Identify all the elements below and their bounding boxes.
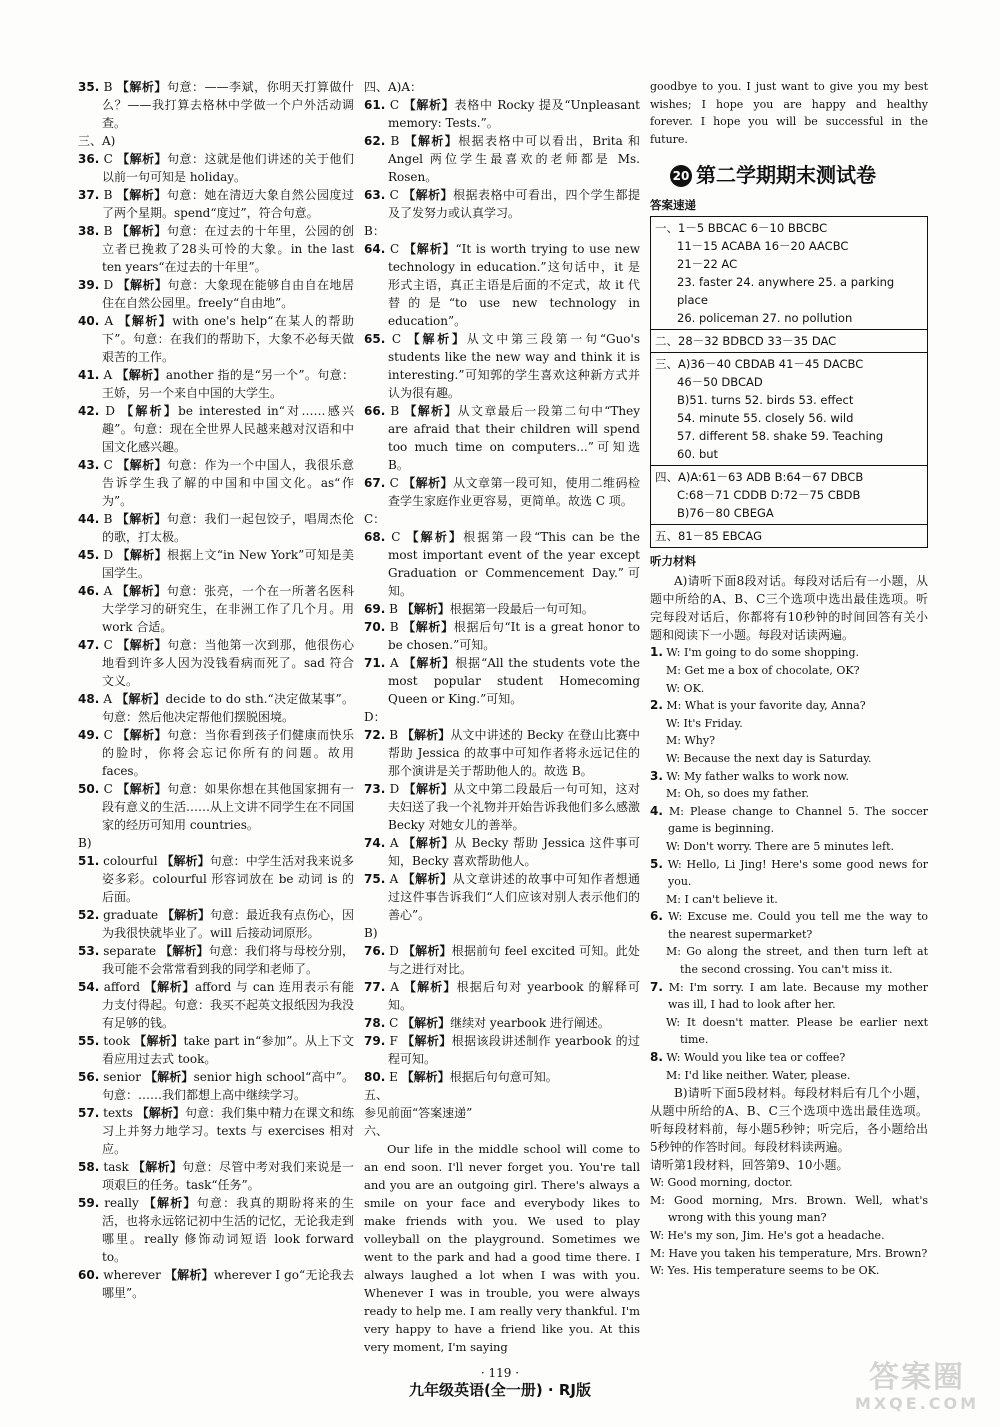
answer-item bbox=[78, 276, 354, 312]
answer-item bbox=[364, 618, 640, 654]
section-heading: B) bbox=[364, 926, 378, 940]
item-text: B 【解析】句意：——李斌，你明天打算做什么？——我打算去格林中学做一个户外活动调查。 bbox=[102, 80, 354, 130]
item-text: C 【解析】句意：当他第一次到那，他很伤心地看到许多人因为没钱看病而死了。sad 符合文义。 bbox=[102, 638, 354, 688]
list-1 bbox=[78, 78, 354, 132]
item-text: A 【解析】decide to do sth.“决定做某事”。句意：然后他决定帮他们摆脱困境。 bbox=[102, 692, 354, 724]
item-text: B 【解析】句意：在过去的十年里，公园的创立者已挽救了28头可怜的大象。in the last ten years“在过去的十年里”。 bbox=[102, 224, 354, 274]
answer-item bbox=[364, 330, 640, 402]
answer-item bbox=[364, 96, 640, 132]
dialogue-line bbox=[650, 979, 928, 1014]
dialogue-text: W: I'm going to do some shopping. bbox=[666, 646, 860, 660]
answer-line: 57. different 58. shake 59. Teaching bbox=[677, 429, 884, 444]
answer-item bbox=[364, 1014, 640, 1032]
item-text: B 【解析】从文章最后一段第二句中“They are afraid that their children will spend too much time on computers...”可知选 B。 bbox=[388, 404, 640, 472]
answer-item bbox=[78, 1104, 354, 1158]
answer-item bbox=[78, 1266, 354, 1302]
answer-line: 23. faster 24. anywhere 25. a parking place bbox=[677, 275, 895, 308]
item-number: 57. bbox=[78, 1106, 100, 1120]
answer-item bbox=[78, 636, 354, 690]
answer-item bbox=[364, 1068, 640, 1086]
item-number: 40. bbox=[78, 314, 100, 328]
item-number: 59. bbox=[78, 1196, 100, 1210]
item-number: 76. bbox=[364, 944, 386, 958]
test-title bbox=[670, 162, 928, 188]
answer-item bbox=[364, 600, 640, 618]
answer-item bbox=[78, 852, 354, 906]
section-text: 参见前面“答案速递” bbox=[364, 1106, 473, 1120]
answer-line: 21－22 AC bbox=[677, 257, 738, 272]
watermark-logo bbox=[842, 1361, 992, 1421]
answer-line: 26. policeman 27. no pollution bbox=[677, 311, 853, 326]
list-e bbox=[364, 942, 640, 1086]
section-heading: 四、A)A： bbox=[364, 80, 423, 94]
item-text: D 【解析】根据前句 feel excited 可知。此处与之进行对比。 bbox=[388, 944, 640, 976]
dialogue-number: 5. bbox=[650, 856, 663, 871]
item-number: 66. bbox=[364, 404, 386, 418]
list-a bbox=[364, 96, 640, 222]
item-number: 56. bbox=[78, 1070, 100, 1084]
item-number: 62. bbox=[364, 134, 386, 148]
dialogue-number: 2. bbox=[650, 698, 663, 713]
answer-item bbox=[78, 780, 354, 834]
answer-box bbox=[650, 216, 928, 548]
item-number: 60. bbox=[78, 1268, 100, 1282]
list-b bbox=[364, 240, 640, 510]
answer-line: 二、28－32 BDBCD 33－35 DAC bbox=[655, 334, 837, 349]
item-text: wherever 【解析】wherever I go“无论我去哪里”。 bbox=[102, 1268, 354, 1300]
item-text: texts 【解析】句意：我们集中精力在课文和练习上并努力地学习。texts 与 exercises 相对应。 bbox=[102, 1106, 354, 1156]
listening-intro-a: A)请听下面8段对话。每段对话后有一小题，从题中所给的A、B、C三个选项中选出最佳选项。听完每段对话后，你都将有10秒钟的时间回答有关小题和阅读下一小题。每段对话读两遍。 bbox=[650, 574, 928, 643]
answer-item bbox=[364, 870, 640, 924]
item-text: task 【解析】句意：尽管中考对我们来说是一项艰巨的任务。task“任务”。 bbox=[102, 1160, 354, 1192]
item-text: E 【解析】根据后句句意可知。 bbox=[389, 1070, 558, 1084]
answer-item bbox=[78, 186, 354, 222]
answer-item bbox=[78, 690, 354, 726]
dialogue-number: 3. bbox=[650, 768, 663, 783]
item-text: C 【解析】根据表格中可看出，四个学生都提及了发努力或认真学习。 bbox=[388, 188, 640, 220]
dialogues bbox=[650, 644, 928, 1084]
item-text: A 【解析】with one's help“在某人的帮助下”。句意：在我们的帮助下，大象不必每天做艰苦的工作。 bbox=[102, 314, 354, 364]
dialogue-line: M: Good morning, Mrs. Brown. Well, what's wrong with this young man? bbox=[650, 1193, 928, 1225]
answers-label: 答案速递 bbox=[650, 198, 696, 213]
answer-item bbox=[78, 726, 354, 780]
dialogue-number: 4. bbox=[650, 803, 663, 818]
essay-continued: goodbye to you. I just want to give you my best wishes; I hope you are happy and healthy forever. I hope you will be successful in the future. bbox=[650, 80, 928, 146]
dialogue-line bbox=[650, 644, 928, 662]
item-text: really 【解析】句意：我真的期盼将来的生活，也将永远铭记初中生活的记忆，无论我走到哪里。really 修饰动词短语 look forward to。 bbox=[102, 1196, 355, 1264]
dialogue-text: W: It's Friday. bbox=[666, 716, 743, 730]
section-heading: B) bbox=[78, 836, 92, 850]
answer-line: 五、81－85 EBCAG bbox=[655, 529, 762, 544]
item-number: 35. bbox=[78, 80, 100, 94]
item-number: 50. bbox=[78, 782, 100, 796]
item-number: 37. bbox=[78, 188, 100, 202]
dialogue-line bbox=[650, 680, 928, 698]
column-left bbox=[78, 78, 354, 1302]
list-d bbox=[364, 726, 640, 924]
answer-item bbox=[78, 1194, 354, 1266]
item-number: 36. bbox=[78, 152, 100, 166]
item-text: senior 【解析】senior high school“高中”。句意：……我们都想上高中继续学习。 bbox=[102, 1070, 354, 1102]
answer-row bbox=[651, 217, 927, 330]
book-title: 九年级英语(全一册) · RJ版 bbox=[409, 1381, 591, 1399]
item-number: 67. bbox=[364, 476, 386, 490]
item-number: 49. bbox=[78, 728, 100, 742]
dialogue-line bbox=[650, 943, 928, 978]
item-number: 61. bbox=[364, 98, 386, 112]
dialogue-line bbox=[650, 697, 928, 715]
answer-line: 11－15 ACABA 16－20 AACBC bbox=[677, 239, 849, 254]
answer-item bbox=[78, 546, 354, 582]
dialogue-text: W: Because the next day is Saturday. bbox=[666, 751, 872, 765]
item-number: 74. bbox=[364, 836, 386, 850]
item-text: C 【解析】句意：这就是他们讲述的关于他们以前一句可知是 holiday。 bbox=[102, 152, 354, 184]
section-heading: 五、 bbox=[364, 1088, 389, 1102]
dialogue-text: W: Excuse me. Could you tell me the way to the nearest supermarket? bbox=[668, 910, 928, 941]
list-2 bbox=[78, 150, 354, 834]
answer-line: 46－50 DBCAD bbox=[677, 375, 763, 390]
dialogue-line bbox=[650, 715, 928, 733]
answer-item bbox=[364, 240, 640, 330]
answer-item bbox=[364, 654, 640, 708]
item-text: F 【解析】根据该段讲述制作 yearbook 的过程可知。 bbox=[388, 1034, 640, 1066]
item-number: 47. bbox=[78, 638, 100, 652]
answer-line: 60. but bbox=[677, 447, 719, 462]
answer-item bbox=[364, 726, 640, 780]
item-number: 70. bbox=[364, 620, 386, 634]
dialogue-line bbox=[650, 838, 928, 856]
dialogue-text: M: Oh, so does my father. bbox=[666, 787, 809, 801]
answer-line: B)76－80 CBEGA bbox=[677, 506, 774, 521]
page-number: · 119 · bbox=[480, 1366, 520, 1380]
item-number: 46. bbox=[78, 584, 100, 598]
dialogue-text: M: I can't believe it. bbox=[666, 892, 778, 906]
answer-item bbox=[364, 402, 640, 474]
item-number: 65. bbox=[364, 332, 386, 346]
watermark-text: 答案圈 bbox=[869, 1360, 965, 1395]
dialogue-text: M: Why? bbox=[666, 734, 715, 748]
dialogue-line bbox=[650, 908, 928, 943]
item-number: 71. bbox=[364, 656, 386, 670]
item-text: A 【解析】根据后句对 yearbook 的解释可知。 bbox=[388, 980, 640, 1012]
item-number: 69. bbox=[364, 602, 386, 616]
answer-item bbox=[78, 582, 354, 636]
item-text: C 【解析】从文中第三段第一句“Guo's students like the new way and think it is interesting.”可知郭的学生喜欢这种新方式并认为很有趣。 bbox=[388, 332, 640, 400]
item-number: 45. bbox=[78, 548, 100, 562]
answer-item bbox=[364, 528, 640, 600]
essay-text: Our life in the middle school will come to an end soon. I'll never forget you. You're tall and you are an outgoing girl. There's always a smile on your face and everybody likes to make friends with you. We used to play volleyball on the playground. Sometimes we went to the park and had a good time there. I always laughed a lot when I was with you. Whenever I was in trouble, you were always ready to help me. I am really very thankful. I'm very happy to have a friend like you. At this very moment, I'm saying bbox=[364, 1142, 640, 1354]
section-heading: 三、A) bbox=[78, 134, 116, 148]
item-number: 39. bbox=[78, 278, 100, 292]
column-middle bbox=[364, 78, 640, 1356]
item-text: graduate 【解析】句意：最近我有点伤心，因为我很快就毕业了。will 后接动词原形。 bbox=[102, 908, 354, 940]
item-number: 38. bbox=[78, 224, 100, 238]
item-text: C 【解析】从文章第一段可知，使用二维码检查学生家庭作业更容易，更简单。故选 C 项。 bbox=[388, 476, 640, 508]
dialogue-text: W: Hello, Li Jing! Here's some good news for you. bbox=[667, 857, 928, 889]
answer-item bbox=[78, 510, 354, 546]
item-text: D 【解析】根据上文“in New York”可知是美国学生。 bbox=[102, 548, 354, 580]
dialogue-line bbox=[650, 1049, 928, 1067]
dialogue-text: W: Would you like tea or coffee? bbox=[666, 1051, 846, 1065]
dialogue-line: M: Have you taken his temperature, Mrs. Brown? bbox=[650, 1246, 928, 1260]
dialogue-line bbox=[650, 750, 928, 768]
item-number: 75. bbox=[364, 872, 386, 886]
item-text: B 【解析】根据后句“It is a great honor to be chosen.”可知。 bbox=[388, 620, 640, 652]
item-text: D 【解析】be interested in“对……感兴趣”。句意：现在全世界人民越来越对汉语和中国文化感兴趣。 bbox=[102, 404, 354, 454]
item-text: B 【解析】句意：我们一起包饺子，唱周杰伦的歌，打太极。 bbox=[102, 512, 354, 544]
answer-line: 一、1－5 BBCAC 6－10 BBCBC bbox=[655, 221, 828, 236]
dialogue-line bbox=[650, 803, 928, 838]
item-text: C 【解析】继续对 yearbook 进行阐述。 bbox=[389, 1016, 610, 1030]
item-text: A 【解析】根据“All the students vote the most popular student Homecoming Queen or King.”可知。 bbox=[388, 656, 640, 706]
item-text: C 【解析】句意：如果你想在其他国家拥有一段有意义的生活……从上文讲不同学生在不同国家的经历可知用 countries。 bbox=[102, 782, 355, 832]
item-number: 54. bbox=[78, 980, 100, 994]
dialogue-line bbox=[650, 768, 928, 786]
dialogue-line bbox=[650, 1067, 928, 1085]
item-number: 58. bbox=[78, 1160, 100, 1174]
item-number: 52. bbox=[78, 908, 100, 922]
answer-line: 四、A)A:61－63 ADB B:64－67 DBCB bbox=[655, 470, 864, 485]
answer-item bbox=[78, 366, 354, 402]
item-text: A 【解析】another 指的是“另一个”。句意：王娇，另一个来自中国的大学生。 bbox=[102, 368, 354, 400]
answer-row bbox=[651, 466, 927, 525]
item-number: 68. bbox=[364, 530, 386, 544]
answer-item bbox=[78, 402, 354, 456]
number-badge: 20 bbox=[670, 165, 692, 187]
item-number: 80. bbox=[364, 1070, 386, 1084]
section-heading: 六、 bbox=[364, 1124, 389, 1138]
item-text: B 【解析】根据第一段最后一句可知。 bbox=[389, 602, 594, 616]
item-text: B 【解析】从文中讲述的 Becky 在登山比赛中帮助 Jessica 的故事中可知作者将永远记住的那个演讲是关于帮助他人的。故选 B。 bbox=[388, 728, 640, 778]
item-text: took 【解析】take part in“参加”。从上下文看应用过去式 took。 bbox=[102, 1034, 354, 1066]
dialogue-line bbox=[650, 856, 928, 891]
dialogue-text: M: What is your favorite day, Anna? bbox=[666, 699, 866, 713]
answer-item bbox=[78, 978, 354, 1032]
answer-item bbox=[78, 942, 354, 978]
answer-row bbox=[651, 525, 927, 547]
item-number: 41. bbox=[78, 368, 100, 382]
dialogue-number: 1. bbox=[650, 645, 663, 660]
dialogue-line bbox=[650, 785, 928, 803]
item-text: C 【解析】“It is worth trying to use new technology in education.”这句话中，it 是形式主语，真正主语是后面的不定式，故 it 代替的是“to use new technology in education”。 bbox=[388, 242, 640, 328]
item-text: B 【解析】根据表格中可以看出，Brita 和 Angel 两位学生最喜欢的老师都是 Ms. Rosen。 bbox=[388, 134, 640, 184]
item-text: D 【解析】句意：大象现在能够自由自在地居住在自然公园里。freely“自由地”。 bbox=[102, 278, 354, 310]
answer-item bbox=[78, 312, 354, 366]
answer-line: 三、A)36－40 CBDAB 41－45 DACBC bbox=[655, 357, 864, 372]
answer-item bbox=[364, 132, 640, 186]
answer-item bbox=[364, 942, 640, 978]
item-text: colourful 【解析】句意：中学生活对我来说多姿多彩。colourful 形容词放在 be 动词 is 的后面。 bbox=[102, 854, 354, 904]
item-number: 55. bbox=[78, 1034, 100, 1048]
item-number: 51. bbox=[78, 854, 100, 868]
item-text: C 【解析】表格中 Rocky 提及“Unpleasant memory: Tests.”。 bbox=[388, 98, 640, 130]
item-number: 42. bbox=[78, 404, 100, 418]
item-text: separate 【解析】句意：我们将与母校分别，我可能不会常常看到我的同学和老师了。 bbox=[102, 944, 354, 976]
item-number: 44. bbox=[78, 512, 100, 526]
list-c bbox=[364, 528, 640, 708]
item-number: 63. bbox=[364, 188, 386, 202]
answer-item bbox=[78, 906, 354, 942]
answer-item bbox=[78, 222, 354, 276]
item-text: A 【解析】从 Becky 帮助 Jessica 这件事可知，Becky 喜欢帮助他人。 bbox=[388, 836, 640, 868]
item-number: 72. bbox=[364, 728, 386, 742]
dialogue-line: W: Yes. His temperature seems to be OK. bbox=[650, 1264, 880, 1278]
item-number: 53. bbox=[78, 944, 100, 958]
dialogue-number: 8. bbox=[650, 1050, 663, 1065]
dialogue-number: 7. bbox=[650, 979, 663, 994]
item-number: 73. bbox=[364, 782, 386, 796]
item-text: C 【解析】句意：当你看到孩子们健康而快乐的脸时，你将会忘记你所有的问题。故用 faces。 bbox=[102, 728, 354, 778]
dialogue-line bbox=[650, 891, 928, 909]
item-number: 78. bbox=[364, 1016, 386, 1030]
item-text: D 【解析】从文中第二段最后一句可知，这对夫妇送了我一个礼物并开始告诉我他们多么感激 Becky 对她女儿的善举。 bbox=[388, 782, 641, 832]
item-number: 48. bbox=[78, 692, 100, 706]
answer-row bbox=[651, 353, 927, 466]
item-number: 79. bbox=[364, 1034, 386, 1048]
answer-item bbox=[78, 1068, 354, 1104]
listening-label: 听力材料 bbox=[650, 554, 696, 569]
answer-item bbox=[78, 78, 354, 132]
item-number: 77. bbox=[364, 980, 386, 994]
dialogue-text: W: OK. bbox=[666, 681, 705, 695]
item-text: A 【解析】从文章讲述的故事中可知作者想通过这件事告诉我们“人们应该对别人表示他们的善心”。 bbox=[388, 872, 640, 922]
item-text: A 【解析】句意：张亮，一个在一所著名医科大学学习的研究生，在非洲工作了几个月。用 work 合适。 bbox=[102, 584, 354, 634]
answer-item bbox=[364, 186, 640, 222]
dialogue-number: 6. bbox=[650, 909, 663, 924]
answer-line: B)51. turns 52. birds 53. effect bbox=[677, 393, 854, 408]
dialogue-text: M: Go along the street, and then turn left at the second crossing. You can't miss it. bbox=[666, 945, 928, 977]
listening-intro-b2: 请听第1段材料，回答第9、10小题。 bbox=[650, 1158, 849, 1173]
listening-intro-b: B)请听下面5段材料。每段材料后有几个小题，从题中所给的A、B、C三个选项中选出最佳选项。听每段材料前，每小题5秒钟；听完后，各小题给出5秒钟的作答时间。每段材料读两遍。 bbox=[650, 1086, 928, 1155]
item-text: C 【解析】根据第一段“This can be the most important event of the year except Graduation or Commencement Day.”可知。 bbox=[388, 530, 640, 598]
item-text: afford 【解析】afford 与 can 连用表示有能力支付得起。句意：我买不起英文报纸因为我没有足够的钱。 bbox=[102, 980, 355, 1030]
dialogue-text: M: I'd like neither. Water, please. bbox=[666, 1068, 851, 1082]
column-right bbox=[650, 78, 928, 1280]
test-title-text: 第二学期期末测试卷 bbox=[696, 163, 876, 188]
list-3 bbox=[78, 852, 354, 1302]
watermark-url: MXQE.COM bbox=[854, 1394, 980, 1413]
dialogue-text: M: Get me a box of chocolate, OK? bbox=[666, 663, 860, 677]
answer-item bbox=[78, 1032, 354, 1068]
answer-item bbox=[364, 1032, 640, 1068]
answer-item bbox=[364, 780, 640, 834]
answer-item bbox=[78, 1158, 354, 1194]
answer-item bbox=[364, 474, 640, 510]
answer-item bbox=[364, 834, 640, 870]
item-number: 43. bbox=[78, 458, 100, 472]
item-number: 64. bbox=[364, 242, 386, 256]
answer-row bbox=[651, 330, 927, 353]
answer-item bbox=[78, 456, 354, 510]
dialogue-line bbox=[650, 732, 928, 750]
answer-item bbox=[78, 150, 354, 186]
answer-line: C:68－71 CDDB D:72－75 CBDB bbox=[677, 488, 861, 503]
item-text: B 【解析】句意：她在清迈大象自然公园度过了两个星期。spend“度过”，符合句意。 bbox=[102, 188, 354, 220]
section-heading: B： bbox=[364, 224, 385, 238]
dialogue-b bbox=[650, 1174, 928, 1280]
dialogue-text: M: Please change to Channel 5. The soccer game is beginning. bbox=[668, 804, 929, 836]
dialogue-line bbox=[650, 662, 928, 680]
dialogue-line: W: He's my son, Jim. He's got a headache. bbox=[650, 1229, 885, 1242]
dialogue-line bbox=[650, 1014, 928, 1049]
dialogue-line: W: Good morning, doctor. bbox=[650, 1176, 793, 1190]
section-heading: D： bbox=[364, 710, 386, 724]
dialogue-text: M: I'm sorry. I am late. Because my mother was ill, I had to look after her. bbox=[668, 980, 929, 1012]
answer-line: 54. minute 55. closely 56. wild bbox=[677, 411, 854, 426]
answer-item bbox=[364, 978, 640, 1014]
dialogue-text: W: My father walks to work now. bbox=[666, 769, 849, 783]
item-text: C 【解析】句意：作为一个中国人，我很乐意告诉学生我了解的中国和中国文化。as“作为”。 bbox=[102, 458, 354, 508]
section-heading: C： bbox=[364, 512, 386, 526]
dialogue-text: W: It doesn't matter. Please be earlier next time. bbox=[666, 1015, 928, 1047]
dialogue-text: W: Don't worry. There are 5 minutes left. bbox=[666, 839, 895, 853]
